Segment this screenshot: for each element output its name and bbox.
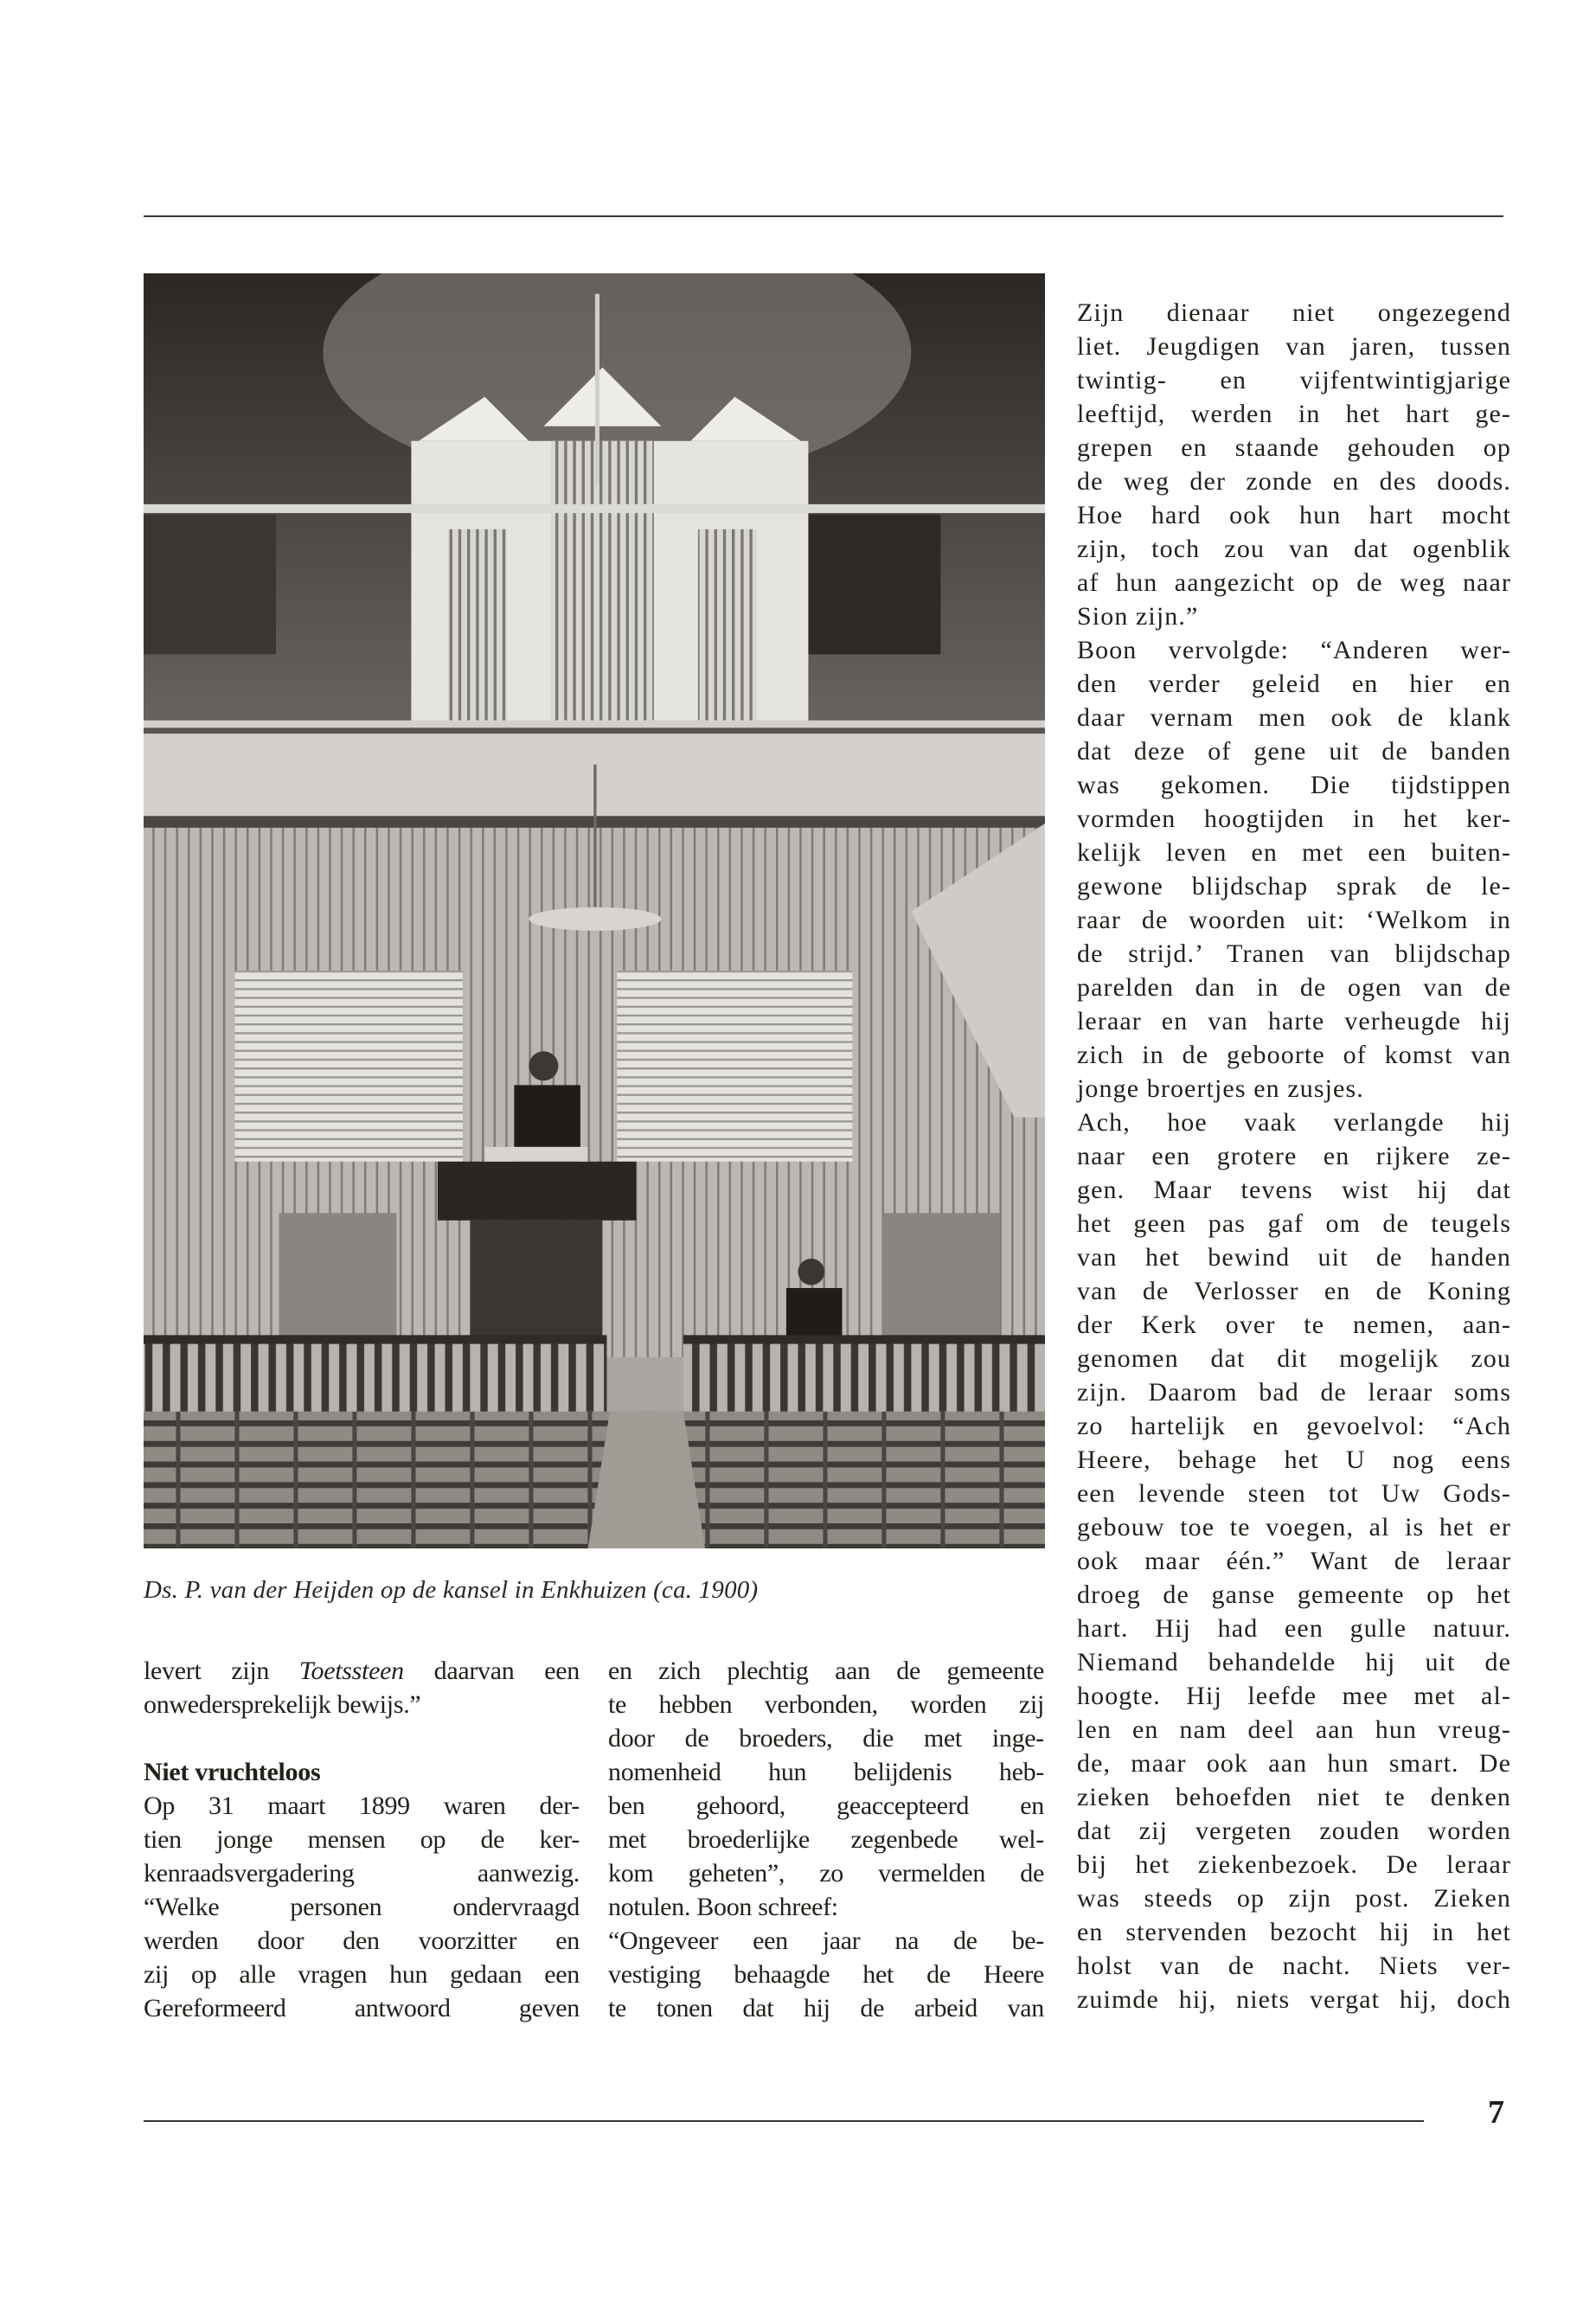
- text-line: zo hartelijk en gevoelvol: “Ach: [1077, 1412, 1511, 1440]
- text-line: van de Verlosser en de Koning: [1077, 1277, 1511, 1305]
- text-line: holst van de nacht. Niets ver-: [1077, 1952, 1511, 1980]
- text-line: leraar en van harte verheugde hij: [1077, 1007, 1511, 1035]
- text-line: dat zij vergeten zouden worden: [1077, 1817, 1511, 1845]
- text-line: Sion zijn.”: [1077, 602, 1199, 631]
- text-segment: levert zijn: [144, 1657, 299, 1685]
- text-line: was steeds op zijn post. Zieken: [1077, 1884, 1511, 1913]
- text-line: Boon vervolgde: “Anderen wer-: [1077, 636, 1511, 664]
- text-line: de strijd.’ Tranen van blijdschap: [1077, 939, 1511, 968]
- text-line: te hebben verbonden, worden zij: [608, 1690, 1044, 1719]
- text-line: “Welke personen ondervraagd: [144, 1893, 580, 1921]
- text-line: onwedersprekelijk bewijs.”: [144, 1690, 421, 1719]
- text-line: Zijn dienaar niet ongezegend: [1077, 298, 1511, 327]
- text-line: Ach, hoe vaak verlangde hij: [1077, 1108, 1511, 1137]
- text-line: den verder geleid en hier en: [1077, 670, 1511, 698]
- text-line: zijn, toch zou van dat ogenblik: [1077, 535, 1511, 563]
- text-line: bij het ziekenbezoek. De leraar: [1077, 1850, 1511, 1879]
- text-line: een levende steen tot Uw Gods-: [1077, 1479, 1511, 1508]
- photo-caption: Ds. P. van der Heijden op de kansel in Enkhuizen (ca. 1900): [144, 1576, 759, 1604]
- text-line: vestiging behaagde het de Heere: [608, 1960, 1044, 1989]
- text-line: liet. Jeugdigen van jaren, tussen: [1077, 332, 1511, 361]
- text-line: zij op alle vragen hun gedaan een: [144, 1960, 580, 1989]
- text-line: kelijk leven en met een buiten-: [1077, 838, 1511, 867]
- text-line: gewone blijdschap sprak de le-: [1077, 872, 1511, 901]
- text-line: [144, 1654, 580, 1688]
- text-line: Hoe hard ook hun hart mocht: [1077, 501, 1511, 529]
- column-1: [144, 1654, 580, 2025]
- text-line: Niemand behandelde hij uit de: [1077, 1648, 1511, 1676]
- text-line: naar een grotere en rijkere ze-: [1077, 1142, 1511, 1170]
- text-line: droeg de ganse gemeente op het: [1077, 1580, 1511, 1609]
- church-interior-photo: [144, 273, 1045, 1548]
- text-line: nomenheid hun belijdenis heb-: [608, 1758, 1044, 1786]
- text-line: te tonen dat hij de arbeid van: [608, 1994, 1044, 2022]
- book-title: Toetssteen: [298, 1657, 404, 1685]
- text-line: zuimde hij, niets vergat hij, doch: [1077, 1985, 1511, 2014]
- text-line: gebouw toe te voegen, al is het er: [1077, 1513, 1511, 1541]
- text-line: jonge broertjes en zusjes.: [1077, 1074, 1364, 1103]
- text-line: vormden hoogtijden in het ker-: [1077, 804, 1511, 833]
- column-2: [608, 1654, 1044, 2025]
- text-line: was gekomen. Die tijdstippen: [1077, 771, 1511, 799]
- text-line: notulen. Boon schreef:: [608, 1893, 838, 1921]
- text-line: tien jonge mensen op de ker-: [144, 1825, 580, 1854]
- bottom-rule: [144, 2120, 1424, 2122]
- text-line: met broederlijke zegenbede wel-: [608, 1825, 1044, 1854]
- text-line: raar de woorden uit: ‘Welkom in: [1077, 906, 1511, 934]
- text-line: hart. Hij had een gulle natuur.: [1077, 1614, 1511, 1643]
- text-line: de weg der zonde en des doods.: [1077, 467, 1511, 496]
- text-line: en stervenden bezocht hij in het: [1077, 1918, 1511, 1946]
- text-line: kenraadsvergadering aanwezig.: [144, 1859, 580, 1888]
- text-line: hoogte. Hij leefde mee met al-: [1077, 1682, 1511, 1710]
- text-line: dat deze of gene uit de banden: [1077, 737, 1511, 766]
- text-line: “Ongeveer een jaar na de be-: [608, 1926, 1044, 1955]
- text-line: Heere, behage het U nog eens: [1077, 1445, 1511, 1474]
- text-line: daar vernam men ook de klank: [1077, 703, 1511, 732]
- text-line: het geen pas gaf om de teugels: [1077, 1209, 1511, 1238]
- text-line: zich in de geboorte of komst van: [1077, 1041, 1511, 1069]
- text-segment: daarvan een: [403, 1657, 580, 1685]
- top-rule: [144, 215, 1503, 217]
- text-line: grepen en staande gehouden op: [1077, 433, 1511, 462]
- text-line: Op 31 maart 1899 waren der-: [144, 1791, 580, 1820]
- text-line: ook maar één.” Want de leraar: [1077, 1547, 1511, 1575]
- text-line: twintig- en vijfentwintigjarige: [1077, 366, 1511, 394]
- text-line: parelden dan in de ogen van de: [1077, 973, 1511, 1002]
- text-line: genomen dat dit mogelijk zou: [1077, 1344, 1511, 1373]
- text-line: van het bewind uit de handen: [1077, 1243, 1511, 1272]
- column-3: [1077, 296, 1511, 2016]
- text-line: de, maar ook aan hun smart. De: [1077, 1749, 1511, 1778]
- text-line: gen. Maar tevens wist hij dat: [1077, 1176, 1511, 1204]
- text-line: Gereformeerd antwoord geven: [144, 1994, 580, 2022]
- text-line: der Kerk over te nemen, aan-: [1077, 1311, 1511, 1339]
- text-line: en zich plechtig aan de gemeente: [608, 1657, 1044, 1685]
- section-heading: Niet vruchteloos: [144, 1758, 321, 1786]
- text-line: werden door den voorzitter en: [144, 1926, 580, 1955]
- text-line: zieken behoefden niet te denken: [1077, 1783, 1511, 1811]
- page-number: 7: [1488, 2094, 1504, 2131]
- text-line: zijn. Daarom bad de leraar soms: [1077, 1378, 1511, 1407]
- text-line: door de broeders, die met inge-: [608, 1724, 1044, 1753]
- text-line: kom geheten”, zo vermelden de: [608, 1859, 1044, 1888]
- text-line: ben gehoord, geaccepteerd en: [608, 1791, 1044, 1820]
- text-line: af hun aangezicht op de weg naar: [1077, 568, 1511, 597]
- text-line: len en nam deel aan hun vreug-: [1077, 1715, 1511, 1744]
- text-line: leeftijd, werden in het hart ge-: [1077, 400, 1511, 428]
